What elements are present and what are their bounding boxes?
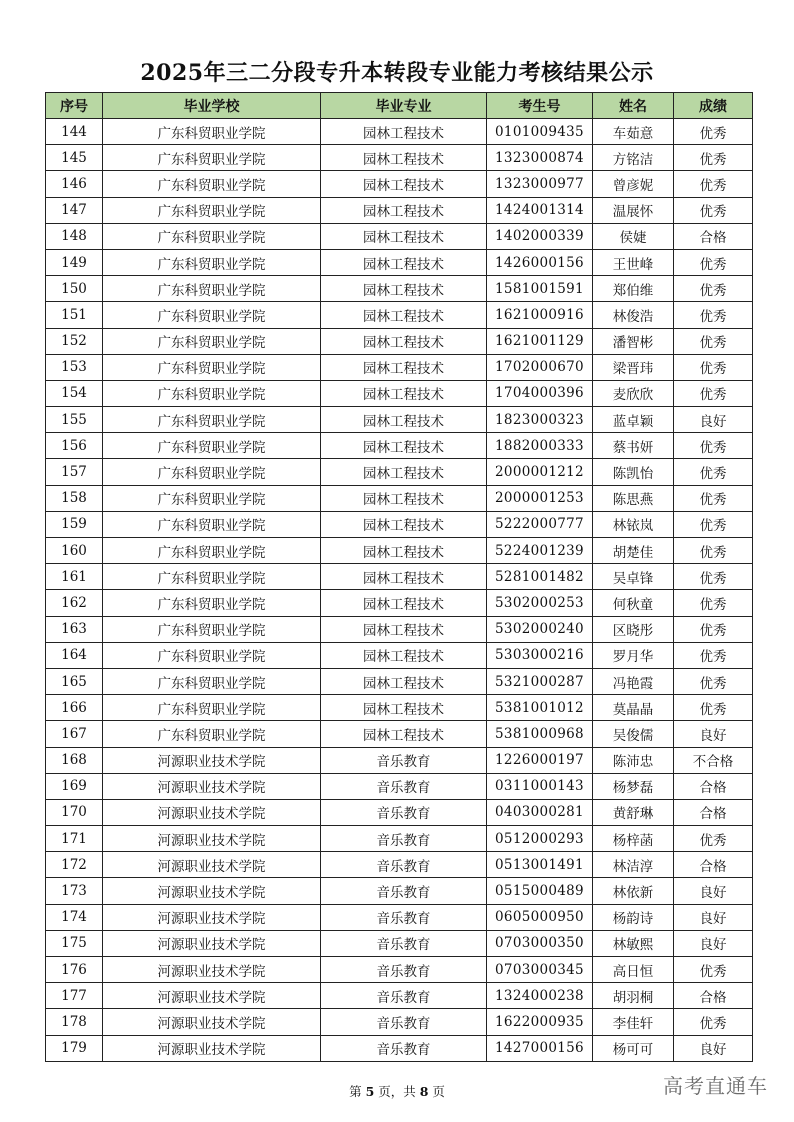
cell-major: 园林工程技术 bbox=[321, 302, 487, 328]
table-row bbox=[46, 773, 753, 799]
cell-seq: 170 bbox=[46, 799, 103, 825]
cell-school: 广东科贸职业学院 bbox=[103, 171, 321, 197]
cell-grade: 优秀 bbox=[674, 538, 753, 564]
cell-grade: 优秀 bbox=[674, 459, 753, 485]
cell-seq: 179 bbox=[46, 1035, 103, 1061]
cell-id: 5381000968 bbox=[487, 721, 593, 747]
cell-name: 王世峰 bbox=[593, 249, 674, 275]
cell-school: 广东科贸职业学院 bbox=[103, 459, 321, 485]
cell-seq: 169 bbox=[46, 773, 103, 799]
cell-major: 园林工程技术 bbox=[321, 459, 487, 485]
cell-seq: 162 bbox=[46, 590, 103, 616]
cell-seq: 178 bbox=[46, 1009, 103, 1035]
cell-id: 5224001239 bbox=[487, 538, 593, 564]
cell-name: 林依新 bbox=[593, 878, 674, 904]
cell-major: 园林工程技术 bbox=[321, 564, 487, 590]
cell-major: 园林工程技术 bbox=[321, 642, 487, 668]
cell-seq: 161 bbox=[46, 564, 103, 590]
cell-id: 1823000323 bbox=[487, 407, 593, 433]
cell-seq: 167 bbox=[46, 721, 103, 747]
cell-seq: 155 bbox=[46, 407, 103, 433]
table-row bbox=[46, 485, 753, 511]
cell-grade: 合格 bbox=[674, 852, 753, 878]
cell-school: 广东科贸职业学院 bbox=[103, 511, 321, 537]
total-page-number: 8 bbox=[419, 1084, 429, 1099]
cell-seq: 166 bbox=[46, 695, 103, 721]
cell-school: 河源职业技术学院 bbox=[103, 983, 321, 1009]
cell-grade: 优秀 bbox=[674, 616, 753, 642]
cell-name: 车茹意 bbox=[593, 119, 674, 145]
cell-seq: 144 bbox=[46, 119, 103, 145]
cell-major: 园林工程技术 bbox=[321, 145, 487, 171]
cell-name: 吴卓锋 bbox=[593, 564, 674, 590]
cell-school: 广东科贸职业学院 bbox=[103, 328, 321, 354]
cell-major: 园林工程技术 bbox=[321, 511, 487, 537]
cell-name: 麦欣欣 bbox=[593, 380, 674, 406]
cell-name: 高日恒 bbox=[593, 957, 674, 983]
table-row bbox=[46, 957, 753, 983]
cell-seq: 152 bbox=[46, 328, 103, 354]
table-row bbox=[46, 983, 753, 1009]
cell-school: 河源职业技术学院 bbox=[103, 930, 321, 956]
cell-seq: 149 bbox=[46, 249, 103, 275]
cell-seq: 156 bbox=[46, 433, 103, 459]
cell-major: 音乐教育 bbox=[321, 799, 487, 825]
cell-seq: 146 bbox=[46, 171, 103, 197]
table-row bbox=[46, 276, 753, 302]
cell-school: 河源职业技术学院 bbox=[103, 826, 321, 852]
cell-major: 音乐教育 bbox=[321, 773, 487, 799]
cell-seq: 177 bbox=[46, 983, 103, 1009]
cell-grade: 不合格 bbox=[674, 747, 753, 773]
cell-grade: 优秀 bbox=[674, 590, 753, 616]
table-row bbox=[46, 1035, 753, 1061]
table-row bbox=[46, 433, 753, 459]
cell-name: 陈凯怡 bbox=[593, 459, 674, 485]
cell-seq: 154 bbox=[46, 380, 103, 406]
table-row bbox=[46, 616, 753, 642]
cell-id: 1323000874 bbox=[487, 145, 593, 171]
cell-id: 2000001212 bbox=[487, 459, 593, 485]
cell-school: 广东科贸职业学院 bbox=[103, 407, 321, 433]
cell-name: 罗月华 bbox=[593, 642, 674, 668]
cell-name: 林敏熙 bbox=[593, 930, 674, 956]
header-row bbox=[46, 93, 753, 119]
cell-major: 音乐教育 bbox=[321, 826, 487, 852]
cell-seq: 159 bbox=[46, 511, 103, 537]
cell-major: 园林工程技术 bbox=[321, 668, 487, 694]
cell-seq: 164 bbox=[46, 642, 103, 668]
cell-major: 音乐教育 bbox=[321, 1009, 487, 1035]
cell-seq: 172 bbox=[46, 852, 103, 878]
page-title: 2025年三二分段专升本转段专业能力考核结果公示 bbox=[140, 60, 654, 86]
cell-name: 蓝卓颖 bbox=[593, 407, 674, 433]
cell-grade: 优秀 bbox=[674, 668, 753, 694]
cell-school: 广东科贸职业学院 bbox=[103, 380, 321, 406]
cell-grade: 优秀 bbox=[674, 302, 753, 328]
table-row bbox=[46, 642, 753, 668]
table-row bbox=[46, 197, 753, 223]
cell-name: 杨韵诗 bbox=[593, 904, 674, 930]
table-header bbox=[46, 93, 753, 119]
header-col-grade: 成绩 bbox=[674, 93, 753, 119]
cell-id: 0101009435 bbox=[487, 119, 593, 145]
cell-id: 0403000281 bbox=[487, 799, 593, 825]
cell-name: 冯艳霞 bbox=[593, 668, 674, 694]
cell-major: 园林工程技术 bbox=[321, 433, 487, 459]
cell-major: 园林工程技术 bbox=[321, 354, 487, 380]
cell-grade: 优秀 bbox=[674, 197, 753, 223]
cell-grade: 良好 bbox=[674, 930, 753, 956]
table-row bbox=[46, 302, 753, 328]
cell-major: 园林工程技术 bbox=[321, 538, 487, 564]
cell-school: 广东科贸职业学院 bbox=[103, 302, 321, 328]
table-row bbox=[46, 930, 753, 956]
table-row bbox=[46, 328, 753, 354]
cell-grade: 优秀 bbox=[674, 511, 753, 537]
cell-grade: 合格 bbox=[674, 983, 753, 1009]
cell-school: 广东科贸职业学院 bbox=[103, 668, 321, 694]
cell-school: 广东科贸职业学院 bbox=[103, 590, 321, 616]
table-row bbox=[46, 171, 753, 197]
cell-seq: 173 bbox=[46, 878, 103, 904]
cell-major: 音乐教育 bbox=[321, 1035, 487, 1061]
cell-name: 胡羽桐 bbox=[593, 983, 674, 1009]
cell-seq: 175 bbox=[46, 930, 103, 956]
table-row bbox=[46, 380, 753, 406]
cell-school: 河源职业技术学院 bbox=[103, 1009, 321, 1035]
cell-seq: 168 bbox=[46, 747, 103, 773]
cell-school: 广东科贸职业学院 bbox=[103, 354, 321, 380]
cell-school: 广东科贸职业学院 bbox=[103, 721, 321, 747]
table-row bbox=[46, 799, 753, 825]
cell-school: 河源职业技术学院 bbox=[103, 957, 321, 983]
cell-seq: 171 bbox=[46, 826, 103, 852]
table-row bbox=[46, 852, 753, 878]
cell-grade: 优秀 bbox=[674, 826, 753, 852]
cell-id: 1704000396 bbox=[487, 380, 593, 406]
cell-school: 河源职业技术学院 bbox=[103, 904, 321, 930]
cell-name: 林洁淳 bbox=[593, 852, 674, 878]
cell-id: 0605000950 bbox=[487, 904, 593, 930]
cell-major: 园林工程技术 bbox=[321, 223, 487, 249]
cell-school: 河源职业技术学院 bbox=[103, 1035, 321, 1061]
cell-name: 郑伯维 bbox=[593, 276, 674, 302]
header-col-school: 毕业学校 bbox=[103, 93, 321, 119]
cell-grade: 优秀 bbox=[674, 249, 753, 275]
cell-id: 1226000197 bbox=[487, 747, 593, 773]
cell-school: 广东科贸职业学院 bbox=[103, 433, 321, 459]
cell-name: 方铭洁 bbox=[593, 145, 674, 171]
cell-school: 广东科贸职业学院 bbox=[103, 485, 321, 511]
cell-seq: 153 bbox=[46, 354, 103, 380]
header-col-id: 考生号 bbox=[487, 93, 593, 119]
watermark: 高考直通车 bbox=[663, 1074, 768, 1098]
cell-seq: 151 bbox=[46, 302, 103, 328]
cell-grade: 优秀 bbox=[674, 1009, 753, 1035]
header-col-name: 姓名 bbox=[593, 93, 674, 119]
cell-id: 5321000287 bbox=[487, 668, 593, 694]
cell-grade: 良好 bbox=[674, 904, 753, 930]
cell-seq: 150 bbox=[46, 276, 103, 302]
cell-major: 音乐教育 bbox=[321, 930, 487, 956]
table-row bbox=[46, 119, 753, 145]
cell-name: 陈沛忠 bbox=[593, 747, 674, 773]
cell-id: 1424001314 bbox=[487, 197, 593, 223]
cell-id: 0703000345 bbox=[487, 957, 593, 983]
cell-name: 潘智彬 bbox=[593, 328, 674, 354]
cell-school: 广东科贸职业学院 bbox=[103, 564, 321, 590]
cell-school: 广东科贸职业学院 bbox=[103, 197, 321, 223]
table-row bbox=[46, 249, 753, 275]
cell-major: 园林工程技术 bbox=[321, 407, 487, 433]
cell-seq: 165 bbox=[46, 668, 103, 694]
cell-name: 区晓彤 bbox=[593, 616, 674, 642]
cell-school: 广东科贸职业学院 bbox=[103, 119, 321, 145]
cell-grade: 良好 bbox=[674, 1035, 753, 1061]
cell-name: 胡楚佳 bbox=[593, 538, 674, 564]
table-row bbox=[46, 668, 753, 694]
cell-grade: 优秀 bbox=[674, 354, 753, 380]
cell-id: 1427000156 bbox=[487, 1035, 593, 1061]
cell-grade: 优秀 bbox=[674, 328, 753, 354]
cell-id: 5222000777 bbox=[487, 511, 593, 537]
cell-major: 园林工程技术 bbox=[321, 695, 487, 721]
table-row bbox=[46, 590, 753, 616]
cell-id: 5303000216 bbox=[487, 642, 593, 668]
cell-school: 广东科贸职业学院 bbox=[103, 249, 321, 275]
table-row bbox=[46, 564, 753, 590]
cell-major: 园林工程技术 bbox=[321, 249, 487, 275]
cell-school: 广东科贸职业学院 bbox=[103, 223, 321, 249]
cell-school: 河源职业技术学院 bbox=[103, 878, 321, 904]
cell-major: 园林工程技术 bbox=[321, 171, 487, 197]
cell-grade: 良好 bbox=[674, 878, 753, 904]
cell-school: 河源职业技术学院 bbox=[103, 773, 321, 799]
cell-id: 0513001491 bbox=[487, 852, 593, 878]
cell-id: 0515000489 bbox=[487, 878, 593, 904]
cell-name: 何秋童 bbox=[593, 590, 674, 616]
cell-id: 1702000670 bbox=[487, 354, 593, 380]
table-row bbox=[46, 407, 753, 433]
cell-school: 广东科贸职业学院 bbox=[103, 145, 321, 171]
cell-seq: 174 bbox=[46, 904, 103, 930]
cell-name: 莫晶晶 bbox=[593, 695, 674, 721]
cell-seq: 163 bbox=[46, 616, 103, 642]
cell-school: 广东科贸职业学院 bbox=[103, 642, 321, 668]
cell-id: 5281001482 bbox=[487, 564, 593, 590]
footer-middle: 页，共 bbox=[374, 1084, 420, 1099]
cell-major: 音乐教育 bbox=[321, 904, 487, 930]
table-row bbox=[46, 878, 753, 904]
cell-school: 广东科贸职业学院 bbox=[103, 276, 321, 302]
cell-major: 园林工程技术 bbox=[321, 197, 487, 223]
results-table bbox=[45, 92, 753, 1062]
cell-id: 5302000240 bbox=[487, 616, 593, 642]
cell-name: 黄舒琳 bbox=[593, 799, 674, 825]
cell-id: 0311000143 bbox=[487, 773, 593, 799]
cell-name: 杨梦磊 bbox=[593, 773, 674, 799]
cell-school: 河源职业技术学院 bbox=[103, 747, 321, 773]
cell-name: 陈思燕 bbox=[593, 485, 674, 511]
cell-grade: 优秀 bbox=[674, 380, 753, 406]
cell-grade: 良好 bbox=[674, 407, 753, 433]
table-row bbox=[46, 1009, 753, 1035]
cell-name: 梁晋玮 bbox=[593, 354, 674, 380]
cell-name: 杨梓菡 bbox=[593, 826, 674, 852]
cell-school: 河源职业技术学院 bbox=[103, 852, 321, 878]
cell-id: 5381001012 bbox=[487, 695, 593, 721]
table-row bbox=[46, 747, 753, 773]
cell-id: 5302000253 bbox=[487, 590, 593, 616]
cell-id: 1426000156 bbox=[487, 249, 593, 275]
table-row bbox=[46, 511, 753, 537]
cell-seq: 160 bbox=[46, 538, 103, 564]
cell-id: 1581001591 bbox=[487, 276, 593, 302]
footer-prefix: 第 bbox=[349, 1084, 366, 1099]
cell-seq: 176 bbox=[46, 957, 103, 983]
cell-grade: 优秀 bbox=[674, 485, 753, 511]
cell-seq: 157 bbox=[46, 459, 103, 485]
cell-major: 园林工程技术 bbox=[321, 276, 487, 302]
cell-id: 1323000977 bbox=[487, 171, 593, 197]
cell-id: 1324000238 bbox=[487, 983, 593, 1009]
table-row bbox=[46, 904, 753, 930]
cell-grade: 优秀 bbox=[674, 171, 753, 197]
cell-id: 0703000350 bbox=[487, 930, 593, 956]
cell-major: 园林工程技术 bbox=[321, 590, 487, 616]
cell-id: 1622000935 bbox=[487, 1009, 593, 1035]
cell-name: 林俊浩 bbox=[593, 302, 674, 328]
cell-grade: 优秀 bbox=[674, 276, 753, 302]
table-body bbox=[46, 119, 753, 1062]
table-row bbox=[46, 826, 753, 852]
cell-id: 1882000333 bbox=[487, 433, 593, 459]
cell-major: 音乐教育 bbox=[321, 957, 487, 983]
cell-major: 园林工程技术 bbox=[321, 119, 487, 145]
table-row bbox=[46, 695, 753, 721]
cell-school: 河源职业技术学院 bbox=[103, 799, 321, 825]
cell-name: 李佳轩 bbox=[593, 1009, 674, 1035]
cell-seq: 148 bbox=[46, 223, 103, 249]
cell-school: 广东科贸职业学院 bbox=[103, 538, 321, 564]
cell-grade: 合格 bbox=[674, 799, 753, 825]
header-col-seq: 序号 bbox=[46, 93, 103, 119]
cell-name: 蔡书妍 bbox=[593, 433, 674, 459]
cell-major: 园林工程技术 bbox=[321, 328, 487, 354]
table-row bbox=[46, 223, 753, 249]
cell-id: 1621000916 bbox=[487, 302, 593, 328]
cell-id: 1402000339 bbox=[487, 223, 593, 249]
current-page-number: 5 bbox=[365, 1084, 375, 1099]
cell-seq: 158 bbox=[46, 485, 103, 511]
table-row bbox=[46, 538, 753, 564]
cell-major: 园林工程技术 bbox=[321, 616, 487, 642]
cell-id: 2000001253 bbox=[487, 485, 593, 511]
table-row bbox=[46, 459, 753, 485]
table-row bbox=[46, 354, 753, 380]
table-row bbox=[46, 721, 753, 747]
cell-name: 杨可可 bbox=[593, 1035, 674, 1061]
cell-id: 1621001129 bbox=[487, 328, 593, 354]
header-col-major: 毕业专业 bbox=[321, 93, 487, 119]
cell-major: 园林工程技术 bbox=[321, 721, 487, 747]
cell-grade: 合格 bbox=[674, 773, 753, 799]
cell-name: 温展怀 bbox=[593, 197, 674, 223]
cell-major: 园林工程技术 bbox=[321, 485, 487, 511]
cell-grade: 优秀 bbox=[674, 145, 753, 171]
cell-grade: 优秀 bbox=[674, 695, 753, 721]
cell-grade: 优秀 bbox=[674, 957, 753, 983]
cell-name: 林铱岚 bbox=[593, 511, 674, 537]
cell-grade: 优秀 bbox=[674, 564, 753, 590]
cell-seq: 147 bbox=[46, 197, 103, 223]
footer-suffix: 页 bbox=[428, 1084, 445, 1099]
cell-grade: 合格 bbox=[674, 223, 753, 249]
cell-major: 音乐教育 bbox=[321, 983, 487, 1009]
cell-school: 广东科贸职业学院 bbox=[103, 616, 321, 642]
cell-seq: 145 bbox=[46, 145, 103, 171]
cell-school: 广东科贸职业学院 bbox=[103, 695, 321, 721]
cell-major: 园林工程技术 bbox=[321, 380, 487, 406]
cell-name: 侯婕 bbox=[593, 223, 674, 249]
cell-major: 音乐教育 bbox=[321, 747, 487, 773]
cell-id: 0512000293 bbox=[487, 826, 593, 852]
cell-grade: 良好 bbox=[674, 721, 753, 747]
table-row bbox=[46, 145, 753, 171]
cell-major: 音乐教育 bbox=[321, 878, 487, 904]
cell-grade: 优秀 bbox=[674, 642, 753, 668]
cell-grade: 优秀 bbox=[674, 119, 753, 145]
cell-name: 吴俊儒 bbox=[593, 721, 674, 747]
cell-grade: 优秀 bbox=[674, 433, 753, 459]
cell-major: 音乐教育 bbox=[321, 852, 487, 878]
cell-name: 曾彦妮 bbox=[593, 171, 674, 197]
